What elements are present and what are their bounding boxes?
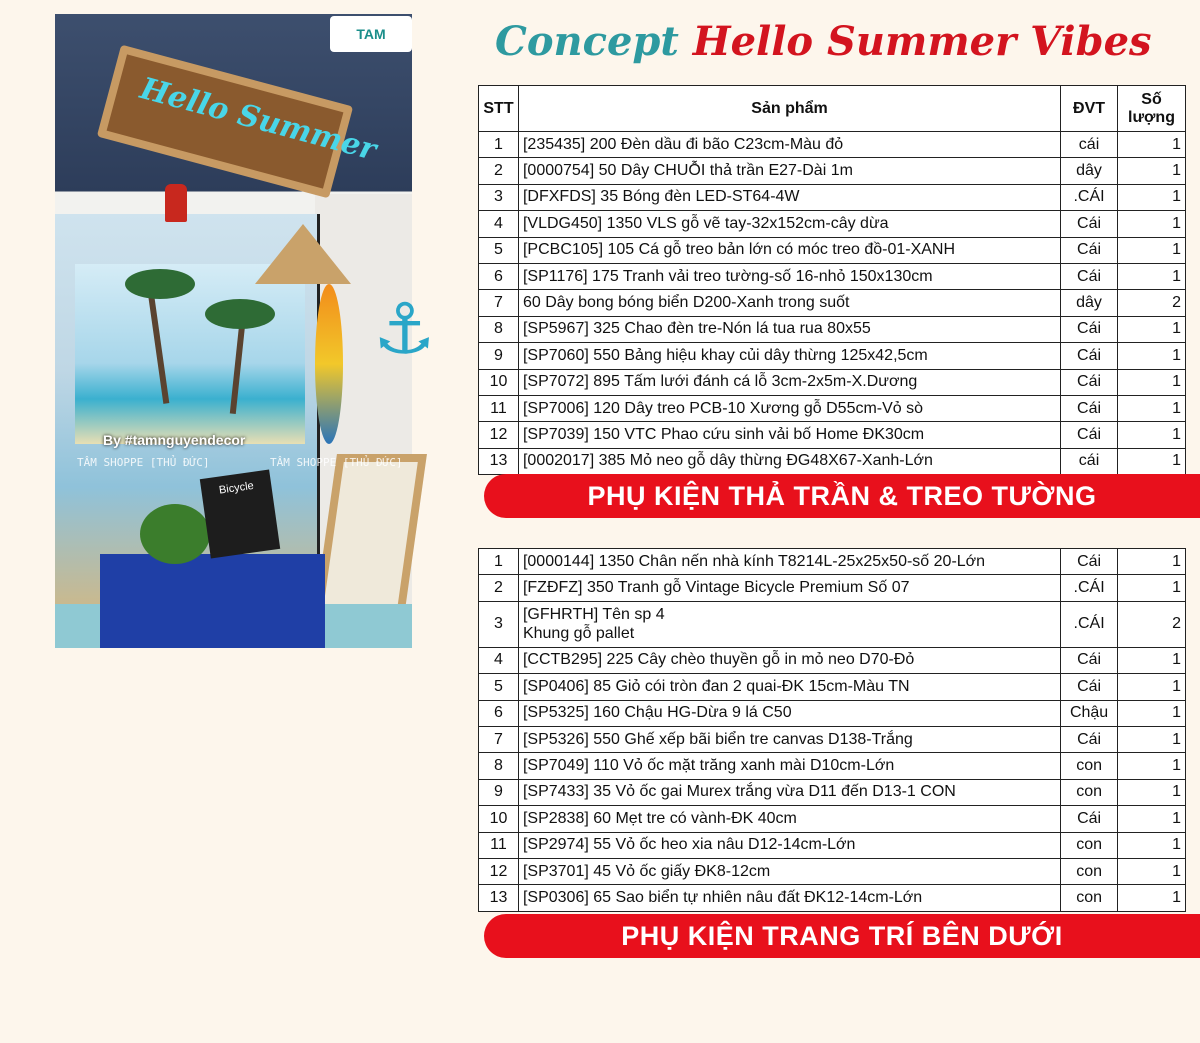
row-product: [SP0406] 85 Giỏ cói tròn đan 2 quai-ĐK 15cm-Màu TN (518, 674, 1060, 700)
row-stt: 1 (479, 549, 519, 575)
table-row (479, 448, 1186, 474)
blue-crate (100, 554, 325, 648)
table-row (479, 549, 1186, 575)
row-product: [0000754] 50 Dây CHUỖI thả trần E27-Dài 1m (518, 158, 1060, 184)
table-row (479, 674, 1186, 700)
row-stt: 3 (479, 184, 519, 210)
row-qty: 1 (1118, 237, 1186, 263)
row-qty: 1 (1118, 753, 1186, 779)
row-qty: 1 (1118, 832, 1186, 858)
table-row (479, 832, 1186, 858)
row-product: [SP2838] 60 Mẹt tre có vành-ĐK 40cm (518, 806, 1060, 832)
row-qty: 1 (1118, 647, 1186, 673)
sign-text: Hello Summer (136, 71, 380, 168)
row-product: [235435] 200 Đèn dầu đi bão C23cm-Màu đỏ (518, 132, 1060, 158)
row-unit: con (1061, 885, 1118, 911)
table-row (479, 779, 1186, 805)
row-unit: dây (1061, 158, 1118, 184)
table-row (479, 601, 1186, 647)
table-row (479, 753, 1186, 779)
product-line: Khung gỗ pallet (522, 625, 635, 643)
table-row (479, 211, 1186, 237)
hanging-accessories-table (478, 85, 1186, 475)
row-unit: Cái (1061, 316, 1118, 342)
row-product: [SP5967] 325 Chao đèn tre-Nón lá tua rua 80x55 (518, 316, 1060, 342)
row-unit: Cái (1061, 674, 1118, 700)
row-qty: 1 (1118, 858, 1186, 884)
storefront-photo (55, 14, 436, 648)
row-product: [SP7433] 35 Vỏ ốc gai Murex trắng vừa D11 đến D13-1 CON (518, 779, 1060, 805)
row-unit: Cái (1061, 422, 1118, 448)
title-theme: Hello Summer Vibes (692, 18, 1152, 65)
row-unit: Cái (1061, 369, 1118, 395)
row-stt: 13 (479, 885, 519, 911)
row-stt: 8 (479, 753, 519, 779)
banner-text: PHỤ KIỆN TRANG TRÍ BÊN DƯỚI (621, 920, 1063, 951)
anchor-icon: ⚓ (373, 290, 436, 368)
row-product: [SP3701] 45 Vỏ ốc giấy ĐK8-12cm (518, 858, 1060, 884)
row-product: [0000144] 1350 Chân nến nhà kính T8214L-25x25x50-số 20-Lớn (518, 549, 1060, 575)
row-stt: 2 (479, 158, 519, 184)
row-product: [SP7006] 120 Dây treo PCB-10 Xương gỗ D55cm-Vỏ sò (518, 395, 1060, 421)
table-row (479, 700, 1186, 726)
straw-lamp (255, 224, 351, 284)
row-stt: 7 (479, 290, 519, 316)
row-product: [SP7039] 150 VTC Phao cứu sinh vải bố Home ĐK30cm (518, 422, 1060, 448)
banner-floor-decor (484, 914, 1200, 958)
row-unit: .CÁI (1061, 184, 1118, 210)
table-row (479, 184, 1186, 210)
row-qty: 2 (1118, 290, 1186, 316)
row-unit: Cái (1061, 343, 1118, 369)
row-qty: 1 (1118, 575, 1186, 601)
watermark-right: TÂM SHOPPE [THỦ ĐỨC] (270, 456, 403, 469)
row-qty: 1 (1118, 806, 1186, 832)
row-qty: 1 (1118, 885, 1186, 911)
row-stt: 1 (479, 132, 519, 158)
row-qty: 1 (1118, 422, 1186, 448)
row-unit: Cái (1061, 726, 1118, 752)
table-row (479, 237, 1186, 263)
row-product: [0002017] 385 Mỏ neo gỗ dây thừng ĐG48X67-Xanh-Lớn (518, 448, 1060, 474)
table-row (479, 290, 1186, 316)
row-product: [SP2974] 55 Vỏ ốc heo xia nâu D12-14cm-Lớn (518, 832, 1060, 858)
table-row (479, 343, 1186, 369)
row-qty: 1 (1118, 158, 1186, 184)
row-stt: 5 (479, 237, 519, 263)
row-product: [SP1176] 175 Tranh vải treo tường-số 16-nhỏ 150x130cm (518, 263, 1060, 289)
row-product: [SP7049] 110 Vỏ ốc mặt trăng xanh mài D10cm-Lớn (518, 753, 1060, 779)
row-unit: con (1061, 858, 1118, 884)
row-stt: 2 (479, 575, 519, 601)
row-qty: 1 (1118, 211, 1186, 237)
table-row (479, 263, 1186, 289)
table-header-row (479, 86, 1186, 132)
header-unit: ĐVT (1061, 86, 1118, 132)
row-stt: 3 (479, 601, 519, 647)
table-row (479, 158, 1186, 184)
product-line: [GFHRTH] Tên sp 4 (522, 606, 665, 624)
row-qty: 1 (1118, 316, 1186, 342)
row-unit: Cái (1061, 549, 1118, 575)
row-unit: Chậu (1061, 700, 1118, 726)
row-stt: 6 (479, 263, 519, 289)
row-qty: 1 (1118, 263, 1186, 289)
row-unit: cái (1061, 448, 1118, 474)
row-stt: 4 (479, 211, 519, 237)
row-product: [FZĐFZ] 350 Tranh gỗ Vintage Bicycle Premium Số 07 (518, 575, 1060, 601)
row-stt: 4 (479, 647, 519, 673)
row-stt: 7 (479, 726, 519, 752)
bicycle-sign: Bicycle (200, 470, 280, 559)
floor-decor-table (478, 548, 1186, 912)
palm-leaves (205, 299, 275, 329)
row-stt: 10 (479, 806, 519, 832)
row-qty: 1 (1118, 700, 1186, 726)
table-row (479, 885, 1186, 911)
table-row (479, 422, 1186, 448)
tam-shoppe-logo: TAM (330, 16, 412, 52)
row-qty: 1 (1118, 448, 1186, 474)
row-product: [SP0306] 65 Sao biển tự nhiên nâu đất ĐK12-14cm-Lớn (518, 885, 1060, 911)
table-row (479, 132, 1186, 158)
title-concept: Concept (495, 18, 693, 65)
row-stt: 11 (479, 832, 519, 858)
row-unit: con (1061, 832, 1118, 858)
row-unit: con (1061, 779, 1118, 805)
row-stt: 9 (479, 779, 519, 805)
photo-caption: By #tamnguyendecor (103, 432, 246, 448)
table-row (479, 858, 1186, 884)
row-product: [VLDG450] 1350 VLS gỗ vẽ tay-32x152cm-cây dừa (518, 211, 1060, 237)
row-qty: 2 (1118, 601, 1186, 647)
row-product: [DFXFDS] 35 Bóng đèn LED-ST64-4W (518, 184, 1060, 210)
row-product: [SP5325] 160 Chậu HG-Dừa 9 lá C50 (518, 700, 1060, 726)
row-stt: 11 (479, 395, 519, 421)
palm-leaves (125, 269, 195, 299)
row-unit: Cái (1061, 237, 1118, 263)
row-qty: 1 (1118, 132, 1186, 158)
row-unit: dây (1061, 290, 1118, 316)
row-unit: cái (1061, 132, 1118, 158)
row-stt: 10 (479, 369, 519, 395)
row-qty: 1 (1118, 395, 1186, 421)
row-product: [PCBC105] 105 Cá gỗ treo bản lớn có móc treo đồ-01-XANH (518, 237, 1060, 263)
banner-text: PHỤ KIỆN THẢ TRẦN & TREO TƯỜNG (587, 480, 1097, 511)
row-unit: Cái (1061, 806, 1118, 832)
row-qty: 1 (1118, 343, 1186, 369)
row-qty: 1 (1118, 674, 1186, 700)
banner-hanging-accessories (484, 474, 1200, 518)
table-row (479, 316, 1186, 342)
row-stt: 6 (479, 700, 519, 726)
row-unit: Cái (1061, 647, 1118, 673)
header-stt: STT (479, 86, 519, 132)
row-stt: 12 (479, 422, 519, 448)
row-unit: Cái (1061, 211, 1118, 237)
row-stt: 12 (479, 858, 519, 884)
row-product: [SP7072] 895 Tấm lưới đánh cá lỗ 3cm-2x5m-X.Dương (518, 369, 1060, 395)
table-row (479, 369, 1186, 395)
row-unit: Cái (1061, 395, 1118, 421)
row-qty: 1 (1118, 369, 1186, 395)
row-qty: 1 (1118, 726, 1186, 752)
table-row (479, 395, 1186, 421)
table-row (479, 647, 1186, 673)
row-stt: 9 (479, 343, 519, 369)
row-qty: 1 (1118, 184, 1186, 210)
header-qty: Số lượng (1118, 86, 1186, 132)
row-qty: 1 (1118, 779, 1186, 805)
row-stt: 5 (479, 674, 519, 700)
row-product: 60 Dây bong bóng biển D200-Xanh trong suốt (518, 290, 1060, 316)
watermark-left: TÂM SHOPPE [THỦ ĐỨC] (77, 456, 210, 469)
table-row (479, 806, 1186, 832)
potted-plant (140, 504, 210, 564)
header-product: Sản phẩm (518, 86, 1060, 132)
row-unit: .CÁI (1061, 601, 1118, 647)
row-product: [CCTB295] 225 Cây chèo thuyền gỗ in mỏ neo D70-Đỏ (518, 647, 1060, 673)
row-unit: .CÁI (1061, 575, 1118, 601)
row-product: [SP5326] 550 Ghế xếp bãi biển tre canvas D138-Trắng (518, 726, 1060, 752)
row-unit: Cái (1061, 263, 1118, 289)
row-product (518, 601, 1060, 647)
table-row (479, 575, 1186, 601)
row-product: [SP7060] 550 Bảng hiệu khay củi dây thừng 125x42,5cm (518, 343, 1060, 369)
row-unit: con (1061, 753, 1118, 779)
table-row (479, 726, 1186, 752)
surfboard (315, 284, 343, 444)
row-qty: 1 (1118, 549, 1186, 575)
row-stt: 13 (479, 448, 519, 474)
lantern-icon (165, 184, 187, 222)
page-title (495, 18, 1152, 65)
row-stt: 8 (479, 316, 519, 342)
